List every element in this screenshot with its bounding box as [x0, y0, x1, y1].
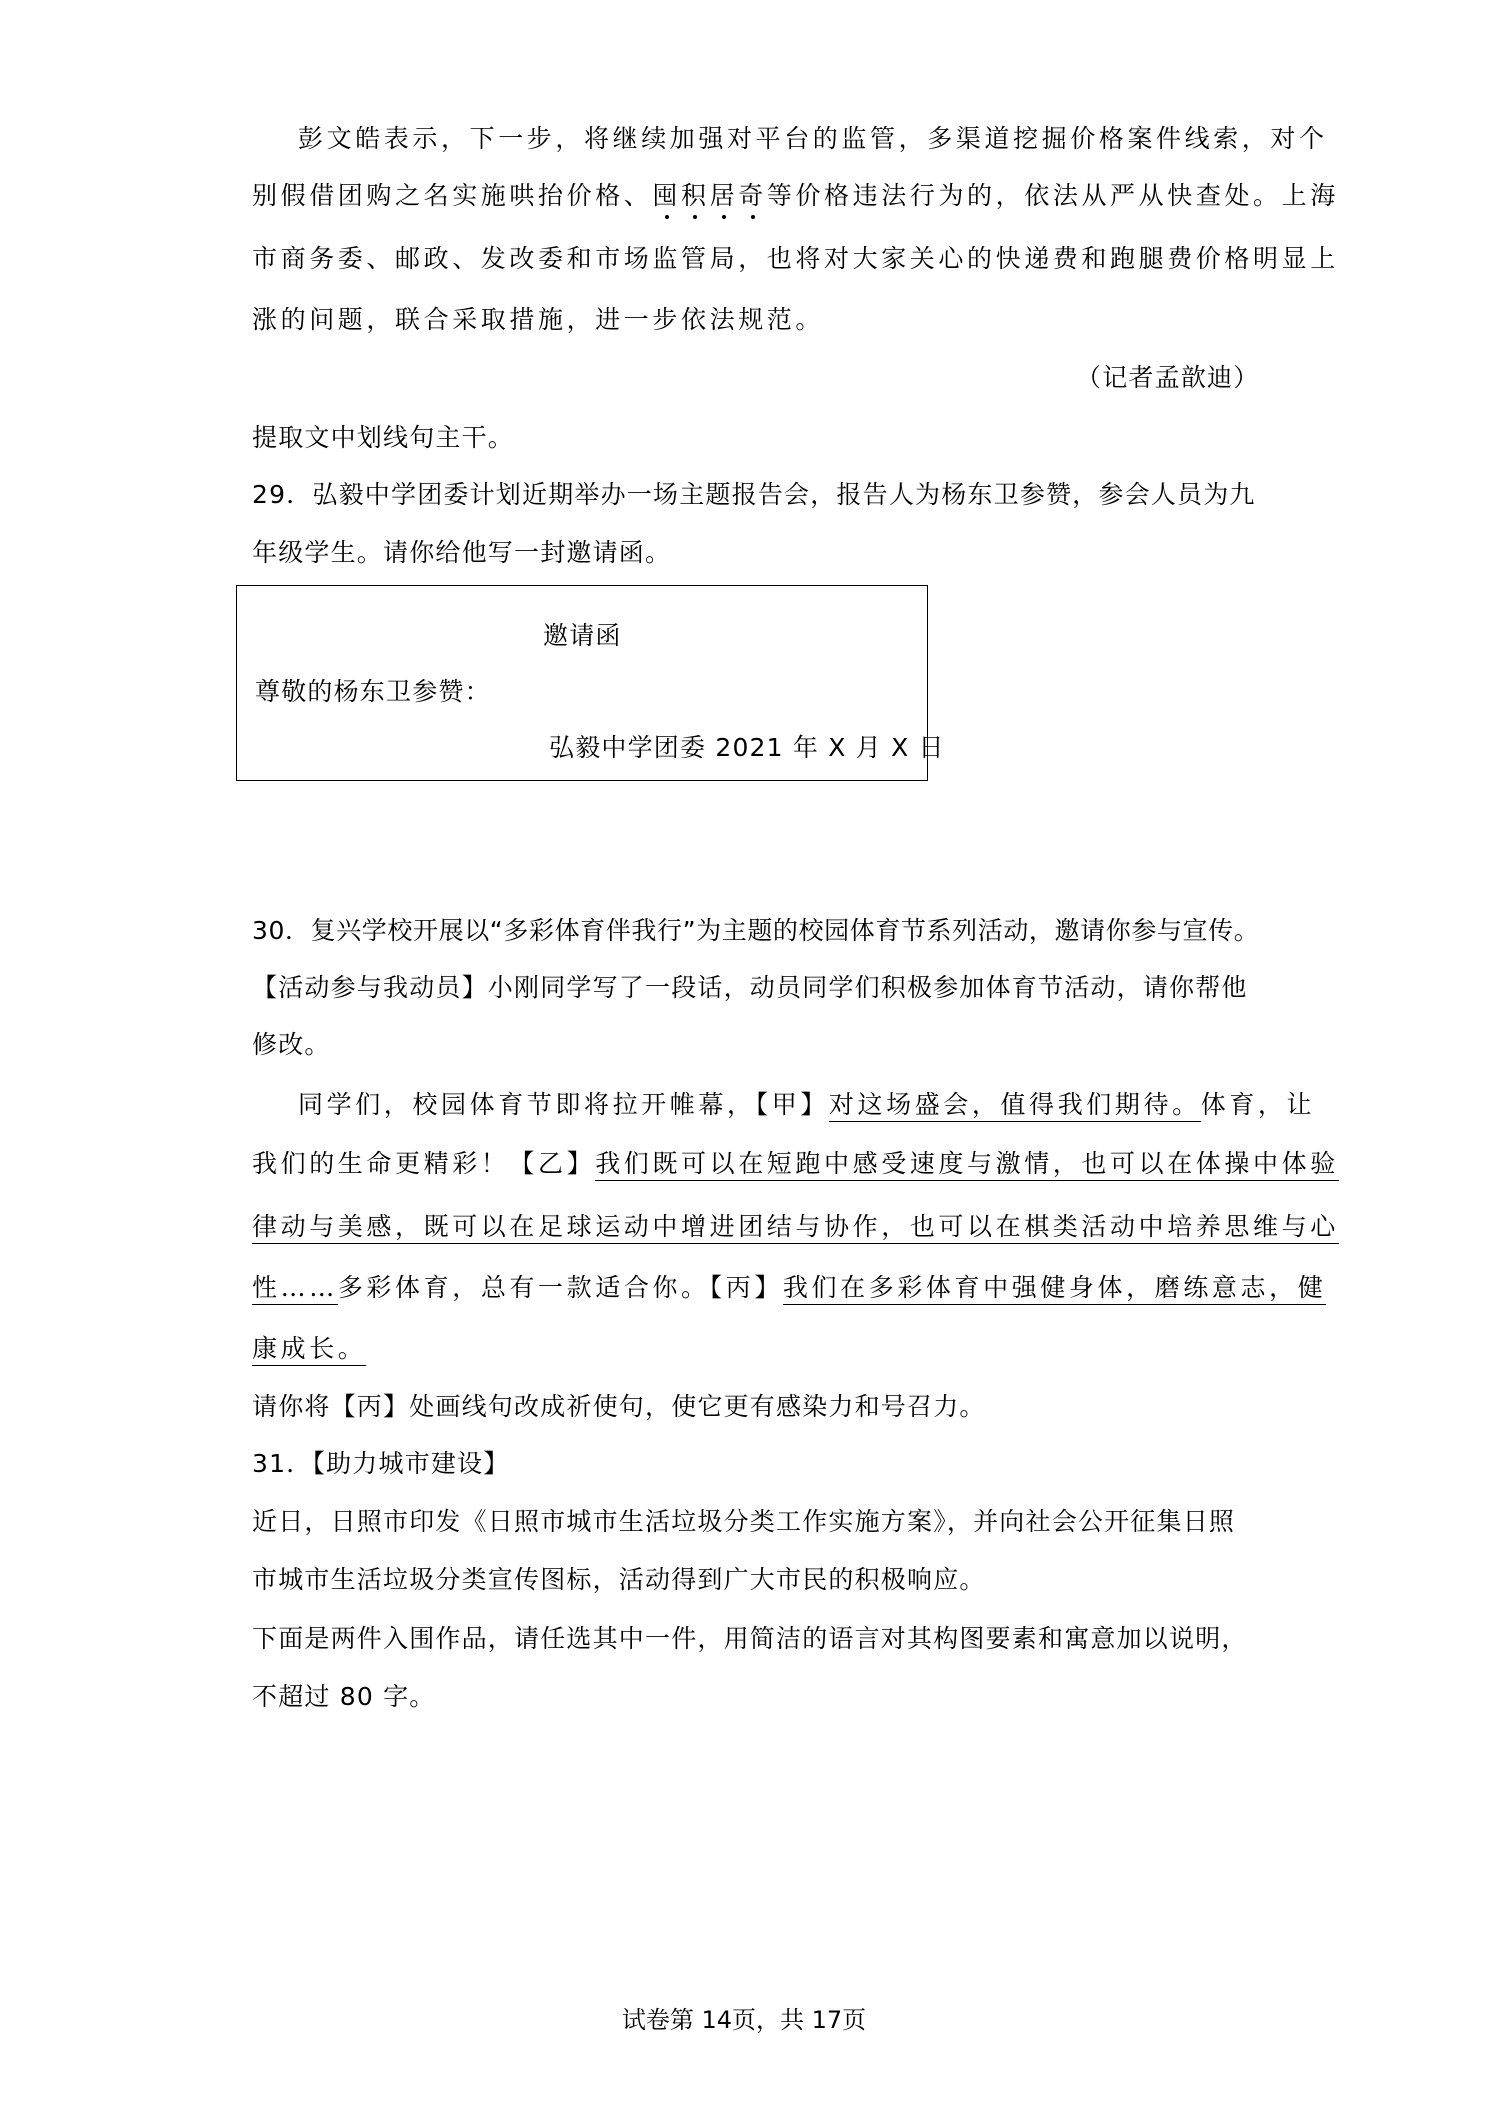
passage-line: [252, 1336, 366, 1361]
question-31-line: 下面是两件入围作品，请任选其中一件，用简洁的语言对其构图要素和寓意加以说明，: [252, 1624, 1248, 1653]
question-30-line: 30．复兴学校开展以“多彩体育伴我行”为主题的校园体育节系列活动，邀请你参与宣传。: [252, 916, 1260, 945]
dotted-char: 奇: [738, 181, 767, 210]
passage-text: 体育，让: [1200, 1090, 1316, 1119]
letter-salutation: 尊敬的杨东卫参赞：: [255, 677, 491, 706]
question-prompt: 提取文中划线句主干。: [252, 423, 515, 452]
question-30-line: 【活动参与我动员】小刚同学写了一段话，动员同学们积极参加体育节活动，请你帮他: [252, 973, 1248, 1002]
dotted-char: 囤: [652, 181, 682, 210]
passage-text: 多彩体育，总有一款适合你。【丙】: [337, 1273, 783, 1302]
underlined-sentence-yi: 我们既可以在短跑中感受速度与激情，也可以在体操中体验: [595, 1149, 1339, 1181]
passage-text: 等价格违法行为的，依法从严从快查处。上海: [766, 181, 1339, 210]
passage-line: [252, 1214, 1339, 1239]
invitation-letter-box: [236, 585, 945, 781]
question-29-line: 年级学生。请你给他写一封邀请函。: [252, 538, 672, 567]
page-footer: 试卷第 14页，共 17页: [621, 2006, 867, 2034]
question-31-line: 近日，日照市印发《日照市城市生活垃圾分类工作实施方案》，并向社会公开征集日照: [252, 1507, 1236, 1536]
question-prompt: 请你将【丙】处画线句改成祈使句，使它更有感染力和号召力。: [252, 1392, 986, 1421]
passage-text: 别假借团购之名实施哄抬价格、: [252, 181, 653, 210]
passage-line: [298, 1092, 1315, 1117]
passage-line: [252, 1275, 1326, 1300]
passage-line: 涨的问题，联合采取措施，进一步依法规范。: [252, 305, 825, 334]
question-30-line: 修改。: [252, 1030, 331, 1059]
passage-line: [252, 1151, 1339, 1176]
underlined-sentence-jia: 对这场盛会，值得我们期待。: [829, 1090, 1201, 1122]
passage-text: 我们的生命更精彩！【乙】: [252, 1149, 596, 1178]
passage-line: [252, 183, 1339, 208]
letter-signature: 弘毅中学团委 2021 年 X 月 X 日: [549, 733, 945, 762]
passage-line: 市商务委、邮政、发改委和市场监管局，也将对大家关心的快递费和跑腿费价格明显上: [252, 244, 1339, 273]
passage-text: 同学们，校园体育节即将拉开帷幕，【甲】: [298, 1090, 829, 1119]
question-29-line: 29．弘毅中学团委计划近期举办一场主题报告会，报告人为杨东卫参赞，参会人员为九: [252, 480, 1256, 509]
byline: （记者孟歆迪）: [1076, 363, 1260, 392]
dotted-char: 居: [709, 181, 739, 210]
passage-line: 彭文皓表示，下一步，将继续加强对平台的监管，多渠道挖掘价格案件线索，对个: [298, 124, 1328, 153]
letter-title: 邀请函: [543, 621, 622, 650]
question-31-line: 31．【助力城市建设】: [252, 1449, 510, 1478]
underlined-sentence-yi: 律动与美感，既可以在足球运动中增进团结与协作，也可以在棋类活动中培养思维与心: [252, 1212, 1339, 1244]
dotted-char: 积: [681, 181, 710, 210]
underlined-sentence-bing: 康成长。: [252, 1334, 366, 1366]
underlined-sentence-bing: 我们在多彩体育中强健身体，磨练意志，健: [783, 1273, 1326, 1305]
underlined-sentence-yi: 性……: [252, 1273, 338, 1305]
question-31-line: 不超过 80 字。: [252, 1682, 436, 1711]
question-31-line: 市城市生活垃圾分类宣传图标，活动得到广大市民的积极响应。: [252, 1565, 986, 1594]
